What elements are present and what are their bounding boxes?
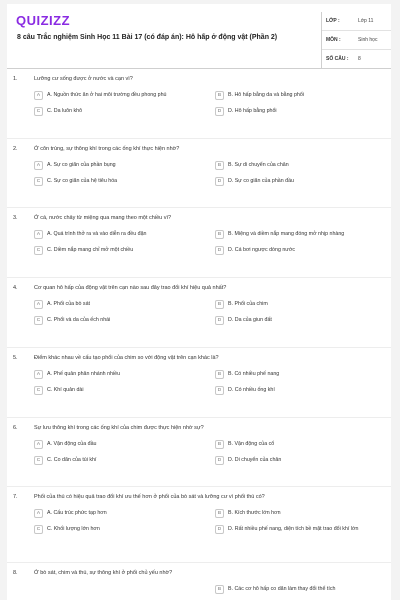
option-text: A. Phổi của bò sát [47,301,90,308]
answer-option-c[interactable] [34,246,204,255]
option-letter-box: D [215,386,224,395]
option-letter-box: C [34,386,43,395]
option-text: C. Diềm nắp mang chỉ mở một chiều [47,247,134,254]
answer-option-c[interactable] [34,456,204,465]
answer-option-d[interactable] [215,177,385,186]
answer-option-a[interactable] [34,509,204,518]
answer-option-d[interactable] [215,107,385,116]
question-text: Phổi của thú có hiệu quả trao đổi khí ưu thế hơn ở phổi của bò sát và lưỡng cư vì phổi thú có? [34,494,265,500]
option-letter-box: B [215,509,224,518]
answer-option-a[interactable] [34,91,204,100]
answer-option-d[interactable] [215,456,385,465]
answer-option-b[interactable] [215,230,385,239]
option-text: B. Kích thước lớn hơn [228,510,281,517]
option-text: D. Hô hấp bằng phổi [228,108,277,115]
question-number: 5. [13,355,18,361]
option-letter-box: A [34,300,43,309]
option-letter-box: A [34,230,43,239]
option-letter-box: C [34,107,43,116]
option-letter-box: B [215,230,224,239]
answer-option-d[interactable] [215,246,385,255]
option-letter-box: B [215,585,224,594]
meta-key: LỚP : [326,18,340,24]
question-text: Ở cá, nước chảy từ miệng qua mang theo một chiều vì? [34,215,172,221]
answer-option-c[interactable] [34,107,204,116]
question-number: 1. [13,76,18,82]
worksheet-header [7,4,391,69]
question-number: 3. [13,215,18,221]
option-letter-box: C [34,177,43,186]
question-text: Điểm khác nhau về cấu tạo phổi của chim so với động vật trên cạn khác là? [34,355,219,361]
option-letter-box: A [34,509,43,518]
option-letter-box: B [215,91,224,100]
question-text: Ở bò sát, chim và thú, sự thông khí ở phổi chủ yếu nhờ? [34,570,173,576]
option-text: C. Phổi và da của ếch nhái [47,317,111,324]
option-text: B. Miệng và diềm nắp mang đóng mở nhịp nhàng [228,231,345,238]
question-number: 8. [13,570,18,576]
question-divider [7,347,391,348]
answer-option-b[interactable] [215,300,385,309]
option-text: D. Cá bơi ngược dòng nước [228,247,295,254]
question-text: Lưỡng cư sống được ở nước và cạn vì? [34,76,133,82]
question-number: 6. [13,425,18,431]
option-letter-box: D [215,456,224,465]
answer-option-b[interactable] [215,440,385,449]
option-letter-box: C [34,316,43,325]
option-letter-box: A [34,161,43,170]
option-text: D. Da của giun đất [228,317,272,324]
question-number: 4. [13,285,18,291]
worksheet-title: 8 câu Trắc nghiệm Sinh Học 11 Bài 17 (có đáp án): Hô hấp ở động vật (Phần 2) [17,34,278,41]
question-divider [7,562,391,563]
option-text: B. Phổi của chim [228,301,268,308]
option-letter-box: B [215,370,224,379]
answer-option-d[interactable] [215,525,385,534]
answer-option-a[interactable] [34,230,204,239]
meta-key: SỐ CÂU : [326,56,349,62]
option-letter-box: B [215,440,224,449]
option-letter-box: C [34,246,43,255]
meta-row-count [322,50,391,68]
option-text: A. Cấu trúc phức tạp hơn [47,510,107,517]
answer-option-b[interactable] [215,509,385,518]
quizizz-logo[interactable]: QUIZIZZ [16,13,71,28]
option-letter-box: D [215,525,224,534]
option-text: B. Hô hấp bằng da và bằng phổi [228,92,304,99]
option-text: C. Khối lượng lớn hơn [47,526,100,533]
answer-option-b[interactable] [215,161,385,170]
answer-option-c[interactable] [34,316,204,325]
answer-option-a[interactable] [34,440,204,449]
answer-option-b[interactable] [215,585,385,594]
option-text: B. Các cơ hô hấp co dãn làm thay đổi thể tích [228,586,336,593]
question-text: Ở côn trùng, sự thông khí trong các ống khí thực hiện nhờ? [34,146,180,152]
option-letter-box: A [34,91,43,100]
option-text: A. Sự co giãn của phần bụng [47,162,116,169]
answer-option-c[interactable] [34,386,204,395]
worksheet-page [7,4,391,600]
question-divider [7,486,391,487]
answer-option-c[interactable] [34,525,204,534]
option-text: D. Có nhiều ống khí [228,387,275,394]
option-letter-box: D [215,107,224,116]
answer-option-a[interactable] [34,300,204,309]
option-letter-box: D [215,316,224,325]
question-text: Sự lưu thông khí trong các ống khí của chim được thực hiện nhờ sự? [34,425,204,431]
meta-value: Sinh học [358,37,378,43]
option-text: A. Nguồn thức ăn ở hai môi trường đều phong phú [47,92,167,99]
option-text: A. Quá trình thở ra và vào diễn ra đều đặn [47,231,147,238]
meta-key: MÔN : [326,37,341,43]
meta-row-grade [322,12,391,31]
option-letter-box: C [34,525,43,534]
option-text: C. Da luôn khô [47,108,83,115]
option-text: C. Khí quản dài [47,387,84,394]
answer-option-d[interactable] [215,386,385,395]
answer-option-a[interactable] [34,370,204,379]
option-text: C. Co dãn của túi khí [47,457,97,464]
option-text: A. Phế quản phân nhánh nhiều [47,371,121,378]
answer-option-b[interactable] [215,91,385,100]
option-letter-box: B [215,300,224,309]
question-divider [7,277,391,278]
meta-value: Lớp 11 [358,18,374,24]
question-text: Cơ quan hô hấp của động vật trên cạn nào sau đây trao đổi khí hiệu quả nhất? [34,285,227,291]
answer-option-a[interactable] [34,161,204,170]
option-text: D. Sự co giãn của phần đầu [228,178,294,185]
option-letter-box: D [215,246,224,255]
answer-option-c[interactable] [34,177,204,186]
question-divider [7,417,391,418]
option-letter-box: D [215,177,224,186]
option-text: D. Rất nhiều phế nang, diện tích bề mặt trao đổi khí lớn [228,526,359,533]
option-letter-box: B [215,161,224,170]
option-text: C. Sự co giãn của hệ tiêu hóa [47,178,118,185]
option-text: B. Có nhiều phế nang [228,371,280,378]
meta-table [321,12,391,68]
option-text: B. Vận động của cổ [228,441,275,448]
option-letter-box: A [34,440,43,449]
option-text: D. Di chuyển của chân [228,457,282,464]
meta-value: 8 [358,56,361,62]
option-letter-box: C [34,456,43,465]
question-divider [7,138,391,139]
question-number: 2. [13,146,18,152]
answer-option-b[interactable] [215,370,385,379]
question-number: 7. [13,494,18,500]
option-text: A. Vận động của đầu [47,441,97,448]
option-letter-box: A [34,370,43,379]
meta-row-subject [322,31,391,50]
question-divider [7,207,391,208]
answer-option-d[interactable] [215,316,385,325]
option-text: B. Sự di chuyển của chân [228,162,289,169]
